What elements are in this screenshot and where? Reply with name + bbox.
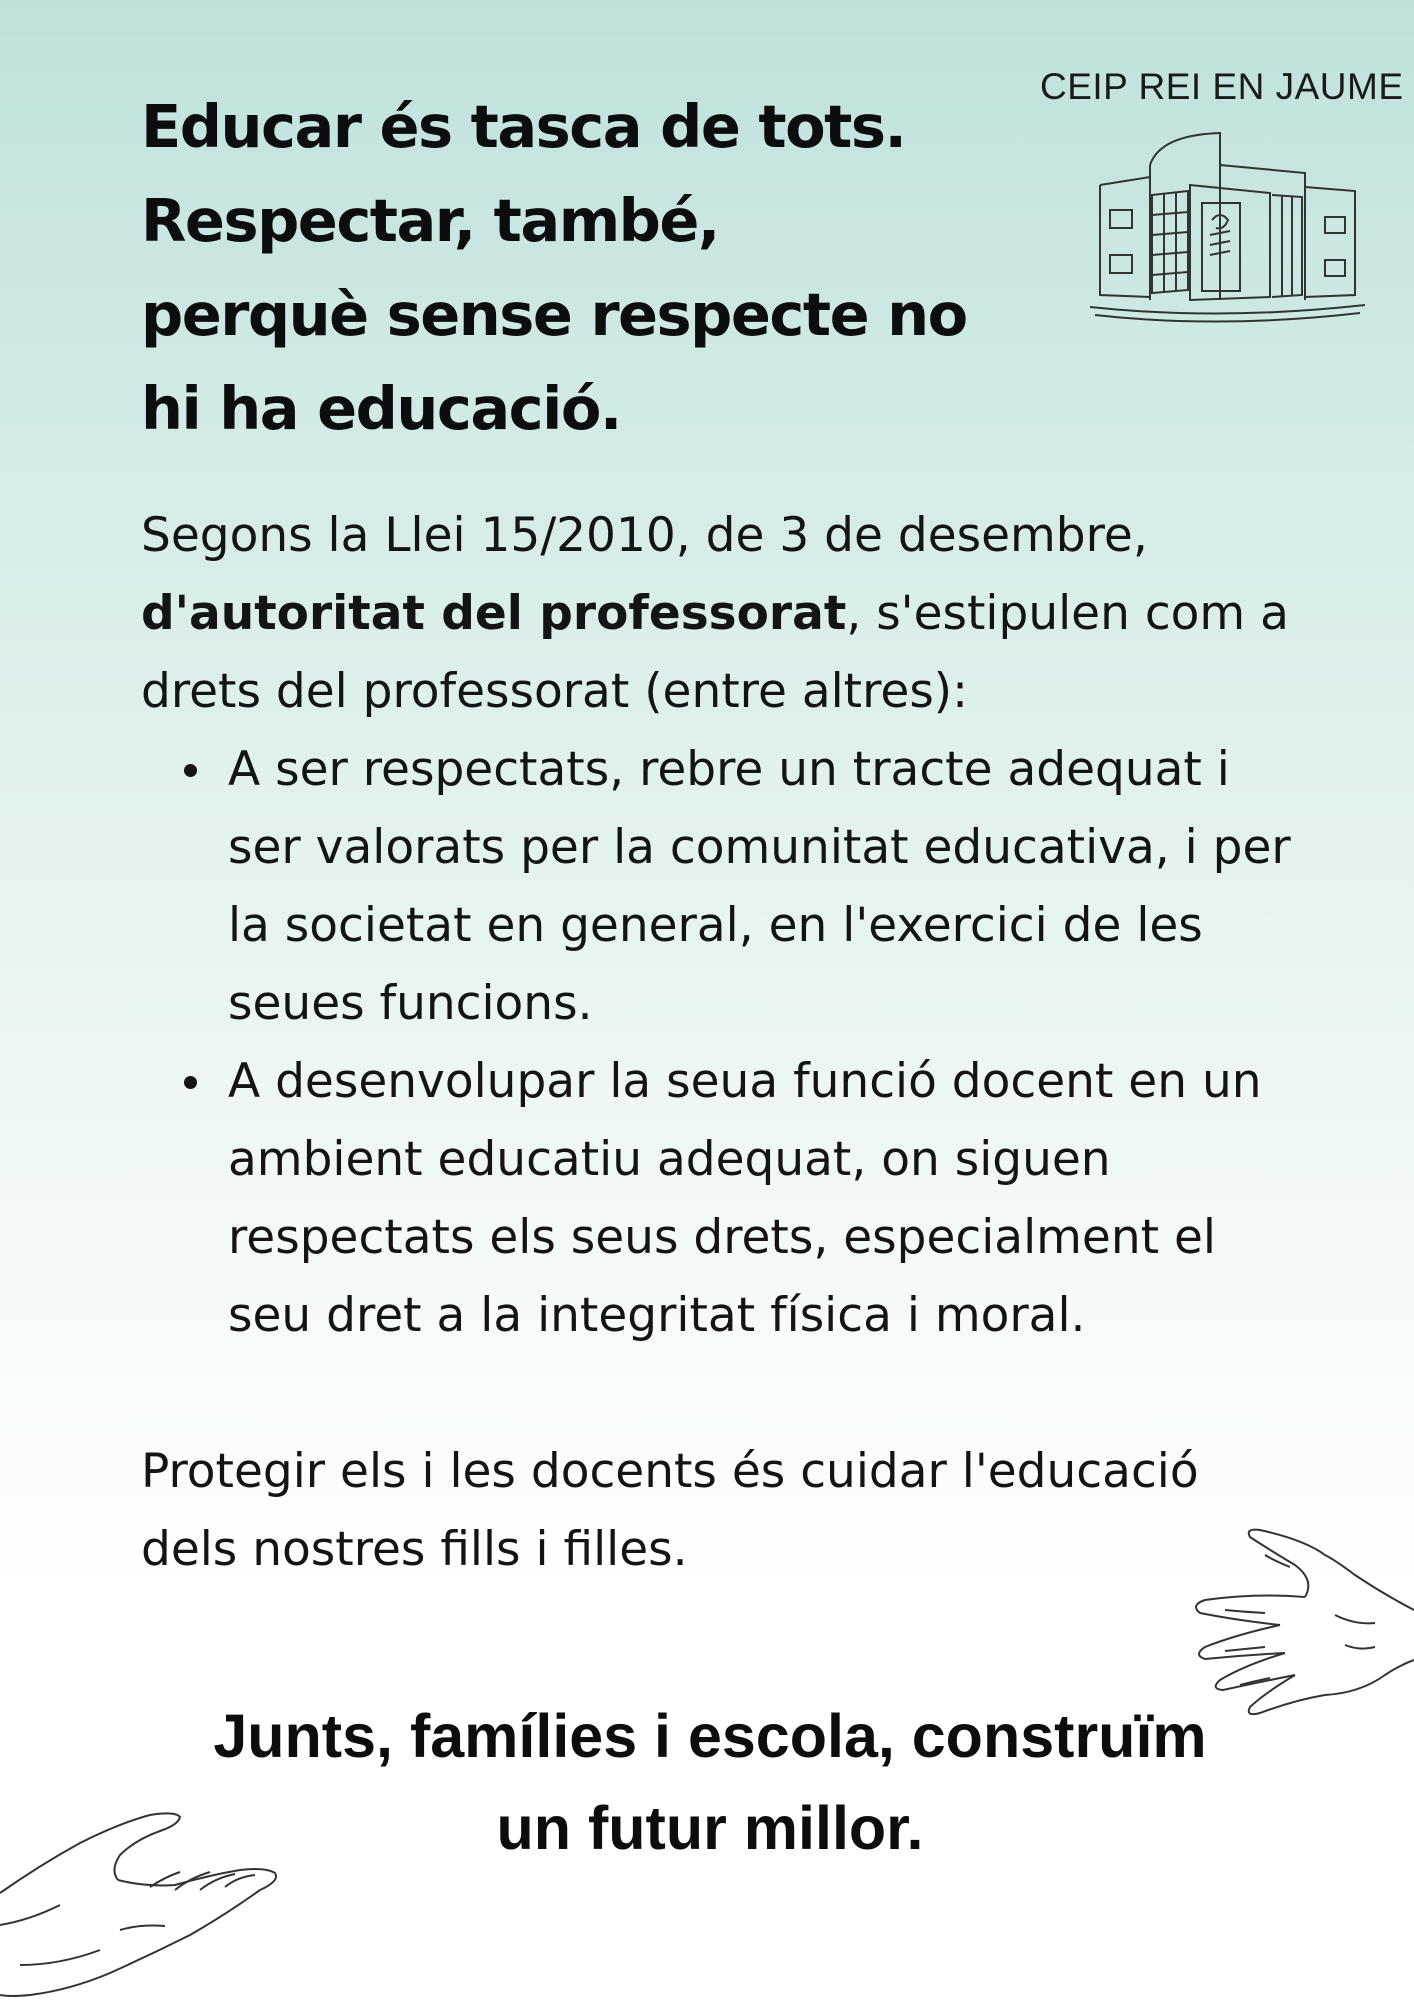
law-title: d'autoritat del professorat xyxy=(141,586,847,641)
law-paragraph xyxy=(141,497,1301,1355)
law-intro-text: Segons la Llei 15/2010, de 3 de desembre, xyxy=(141,508,1148,563)
list-item: A ser respectats, rebre un tracte adequat i ser valorats per la comunitat educativa, i per la societat en general, en l'exercici de les seues funcions. xyxy=(228,731,1301,1043)
headline-line: Educar és tasca de tots. xyxy=(141,92,906,161)
school-building-icon xyxy=(1090,125,1365,330)
slogan-line: Junts, famílies i escola, construïm xyxy=(213,1702,1207,1770)
slogan-line: un futur millor. xyxy=(496,1794,924,1862)
law-intro xyxy=(141,497,1301,731)
headline xyxy=(141,80,1041,456)
reaching-hand-icon xyxy=(0,1795,330,2000)
headline-line: hi ha educació. xyxy=(141,374,621,443)
open-hand-icon xyxy=(1185,1525,1414,1755)
headline-line: Respectar, també, xyxy=(141,186,719,255)
headline-line: perquè sense respecte no xyxy=(141,280,967,349)
school-name: CEIP REI EN JAUME xyxy=(1040,66,1404,107)
closing-paragraph: Protegir els i les docents és cuidar l'educació dels nostres fills i filles. xyxy=(141,1444,1199,1577)
rights-list xyxy=(141,731,1301,1355)
law-intro-text: , s'estipulen com a drets del professorat (entre altres): xyxy=(141,586,1289,719)
list-item: A desenvolupar la seua funció docent en un ambient educatiu adequat, on siguen respectats els seus drets, especialment el seu dret a la integritat física i moral. xyxy=(228,1043,1301,1355)
